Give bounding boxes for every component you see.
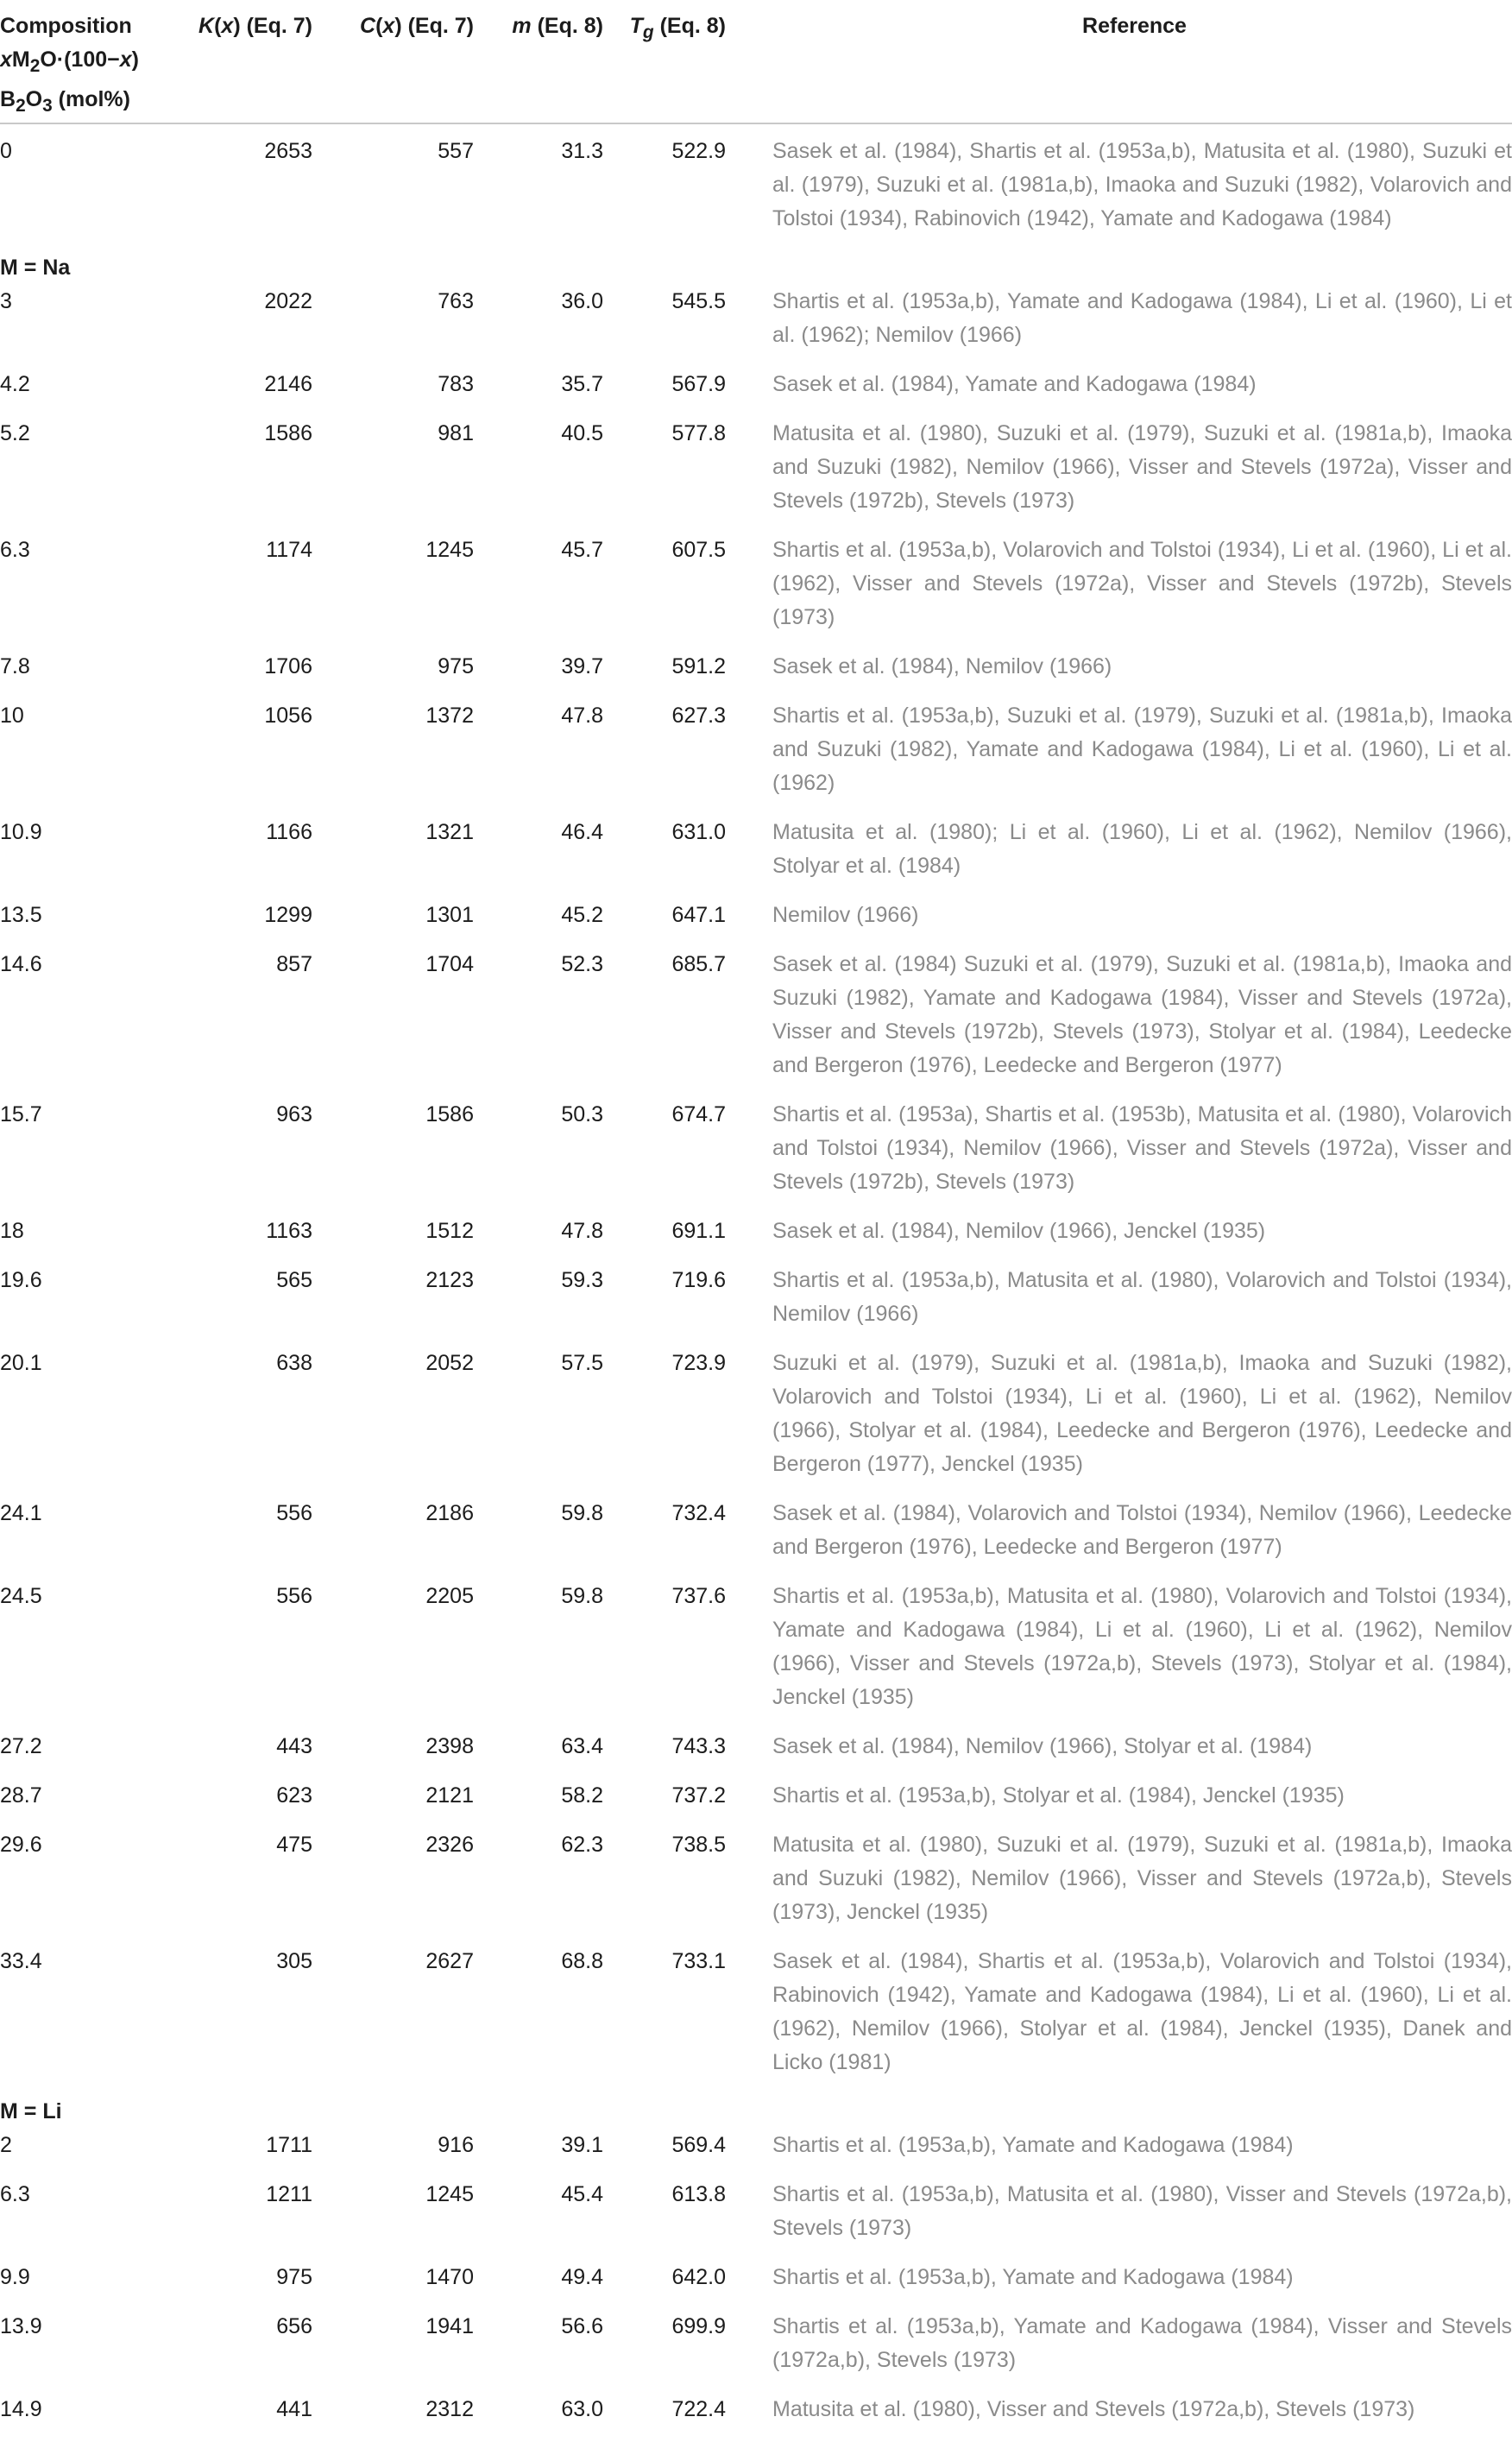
cell-c: 1470 (425, 2265, 474, 2289)
cell-m: 40.5 (561, 421, 603, 445)
header-composition-o-sub: 3 (42, 96, 53, 116)
table-row (0, 1779, 1512, 1828)
cell-c: 2312 (425, 2397, 474, 2421)
cell-tg: 743.3 (671, 1734, 726, 1758)
header-reference: Reference (731, 0, 1512, 123)
table-row (0, 368, 1512, 417)
cell-reference: Matusita et al. (1980); Li et al. (1960), Li et al. (1962), Nemilov (1966), Stolyar et al. (1984) (772, 820, 1512, 878)
cell-k: 441 (276, 2397, 312, 2421)
header-c-symbol: C (360, 14, 376, 38)
cell-reference: Shartis et al. (1953a,b), Matusita et al. (1980), Volarovich and Tolstoi (1934), Yamate and Kadogawa (1984), Li et al. (1960), Li et al. (1962), Nemilov (1966), Visser and Stevels (1972a,b), Stevels (1973), Stolyar et al. (1984), Jenckel (1935) (772, 1584, 1512, 1709)
header-composition-paren: ) (131, 47, 139, 72)
cell-reference: Sasek et al. (1984), Nemilov (1966), Stolyar et al. (1984) (772, 1734, 1313, 1758)
cell-tg: 738.5 (671, 1833, 726, 1857)
cell-tg: 674.7 (671, 1102, 726, 1126)
cell-composition: 7.8 (0, 654, 30, 678)
cell-composition: 19.6 (0, 1268, 42, 1292)
group-row (0, 2095, 1512, 2129)
cell-tg: 722.4 (671, 2397, 726, 2421)
cell-k: 443 (276, 1734, 312, 1758)
cell-c: 2205 (425, 1584, 474, 1608)
cell-reference: Sasek et al. (1984), Volarovich and Tolstoi (1934), Nemilov (1966), Leedecke and Bergeron (1976), Leedecke and Bergeron (1977) (772, 1501, 1512, 1559)
cell-composition: 6.3 (0, 2182, 30, 2206)
table-row (0, 285, 1512, 368)
cell-c: 2398 (425, 1734, 474, 1758)
cell-k: 1174 (266, 538, 312, 562)
cell-reference: Nemilov (1966) (772, 903, 919, 927)
cell-k: 556 (276, 1584, 312, 1608)
cell-c: 2186 (425, 1501, 474, 1525)
header-composition (0, 0, 169, 123)
cell-c: 2627 (425, 1949, 474, 1973)
cell-composition: 28.7 (0, 1783, 42, 1808)
cell-k: 2146 (264, 372, 312, 396)
header-m-eq: (Eq. 8) (531, 14, 603, 38)
cell-reference: Matusita et al. (1980), Visser and Stevels (1972a,b), Stevels (1973) (772, 2397, 1415, 2421)
header-composition-m: M (11, 47, 30, 72)
cell-reference: Sasek et al. (1984), Shartis et al. (1953a,b), Volarovich and Tolstoi (1934), Rabinovich (1942), Yamate and Kadogawa (1984), Li et al. (1960), Li et al. (1962), Nemilov (1966), Stolyar et al. (1984), Jenckel (1935), Danek and Licko (1981) (772, 1949, 1512, 2074)
cell-k: 1166 (266, 820, 312, 844)
cell-tg: 691.1 (671, 1219, 726, 1243)
cell-m: 47.8 (561, 704, 603, 728)
cell-m: 36.0 (561, 289, 603, 313)
table-row (0, 1580, 1512, 1730)
cell-c: 2121 (425, 1783, 474, 1808)
cell-k: 638 (276, 1351, 312, 1375)
cell-m: 62.3 (561, 1833, 603, 1857)
cell-k: 1163 (266, 1219, 312, 1243)
cell-tg: 613.8 (671, 2182, 726, 2206)
cell-reference: Shartis et al. (1953a,b), Stolyar et al. (1984), Jenckel (1935) (772, 1783, 1345, 1808)
cell-k: 2022 (264, 289, 312, 313)
cell-k: 857 (276, 952, 312, 976)
cell-m: 47.8 (561, 1219, 603, 1243)
header-tg-sub: g (642, 22, 654, 42)
cell-composition: 20.1 (0, 1351, 42, 1375)
cell-reference: Shartis et al. (1953a,b), Yamate and Kadogawa (1984) (772, 2265, 1294, 2289)
cell-composition: 14.6 (0, 952, 42, 976)
cell-reference: Sasek et al. (1984), Yamate and Kadogawa (1984) (772, 372, 1257, 396)
cell-m: 58.2 (561, 1783, 603, 1808)
cell-m: 59.8 (561, 1584, 603, 1608)
cell-m: 63.4 (561, 1734, 603, 1758)
cell-k: 1706 (264, 654, 312, 678)
cell-m: 31.3 (561, 139, 603, 163)
cell-composition: 2 (0, 2133, 12, 2157)
cell-composition: 14.9 (0, 2397, 42, 2421)
cell-k: 2653 (264, 139, 312, 163)
cell-k: 1211 (266, 2182, 312, 2206)
cell-composition: 13.5 (0, 903, 42, 927)
cell-tg: 719.6 (671, 1268, 726, 1292)
cell-reference: Matusita et al. (1980), Suzuki et al. (1979), Suzuki et al. (1981a,b), Imaoka and Suzuki (1982), Nemilov (1966), Visser and Stevels (1972a,b), Stevels (1973), Jenckel (1935) (772, 1833, 1512, 1924)
cell-reference: Shartis et al. (1953a), Shartis et al. (1953b), Matusita et al. (1980), Volarovich and Tolstoi (1934), Nemilov (1966), Visser and Stevels (1972a), Visser and Stevels (1972b), Stevels (1973) (772, 1102, 1512, 1194)
cell-tg: 723.9 (671, 1351, 726, 1375)
header-tg-symbol: T (629, 14, 643, 38)
cell-m: 57.5 (561, 1351, 603, 1375)
cell-tg: 591.2 (671, 654, 726, 678)
cell-c: 763 (438, 289, 474, 313)
cell-c: 2052 (425, 1351, 474, 1375)
header-m-symbol: m (512, 14, 532, 38)
header-tg-eq: (Eq. 8) (653, 14, 726, 38)
cell-c: 975 (438, 654, 474, 678)
header-k-symbol: K (198, 14, 215, 38)
cell-composition: 3 (0, 289, 12, 313)
cell-composition: 10 (0, 704, 24, 728)
header-k: K(x) (Eq. 7) (169, 0, 318, 123)
cell-m: 45.2 (561, 903, 603, 927)
cell-tg: 732.4 (671, 1501, 726, 1525)
cell-tg: 522.9 (671, 139, 726, 163)
table-row (0, 1945, 1512, 2095)
table-row (0, 2178, 1512, 2261)
header-m (479, 0, 608, 123)
table-row (0, 1264, 1512, 1347)
cell-c: 1245 (425, 2182, 474, 2206)
table-row (0, 2393, 1512, 2442)
cell-reference: Shartis et al. (1953a,b), Yamate and Kadogawa (1984), Visser and Stevels (1972a,b), Stevels (1973) (772, 2314, 1512, 2372)
header-composition-rest: O·(100− (40, 47, 120, 72)
cell-k: 565 (276, 1268, 312, 1292)
cell-k: 1299 (264, 903, 312, 927)
table-row (0, 948, 1512, 1098)
table-row (0, 1730, 1512, 1779)
cell-reference: Shartis et al. (1953a,b), Yamate and Kadogawa (1984), Li et al. (1960), Li et al. (1962); Nemilov (1966) (772, 289, 1512, 347)
cell-c: 783 (438, 372, 474, 396)
table-row (0, 2310, 1512, 2393)
table-body (0, 123, 1512, 2442)
cell-tg: 545.5 (671, 289, 726, 313)
cell-k: 975 (276, 2265, 312, 2289)
cell-reference: Sasek et al. (1984), Nemilov (1966) (772, 654, 1112, 678)
cell-c: 1512 (425, 1219, 474, 1243)
cell-composition: 27.2 (0, 1734, 42, 1758)
cell-c: 1941 (425, 2314, 474, 2338)
cell-m: 46.4 (561, 820, 603, 844)
header-composition-b: B (0, 87, 16, 111)
cell-composition: 33.4 (0, 1949, 42, 1973)
cell-c: 1372 (425, 704, 474, 728)
cell-c: 981 (438, 421, 474, 445)
cell-m: 50.3 (561, 1102, 603, 1126)
cell-composition: 10.9 (0, 820, 42, 844)
cell-m: 39.7 (561, 654, 603, 678)
cell-m: 35.7 (561, 372, 603, 396)
header-k-arg: x (221, 14, 234, 38)
cell-m: 39.1 (561, 2133, 603, 2157)
table-row (0, 1215, 1512, 1264)
table-row (0, 417, 1512, 533)
header-composition-x2: x (119, 47, 132, 72)
cell-composition: 0 (0, 139, 12, 163)
cell-c: 2326 (425, 1833, 474, 1857)
table-row (0, 1098, 1512, 1215)
cell-composition: 4.2 (0, 372, 30, 396)
cell-tg: 569.4 (671, 2133, 726, 2157)
cell-k: 475 (276, 1833, 312, 1857)
cell-k: 1056 (264, 704, 312, 728)
cell-tg: 631.0 (671, 820, 726, 844)
table-row (0, 1828, 1512, 1945)
cell-reference: Sasek et al. (1984), Nemilov (1966), Jenckel (1935) (772, 1219, 1266, 1243)
cell-composition: 9.9 (0, 2265, 30, 2289)
cell-k: 1711 (266, 2133, 312, 2157)
header-c-eq: (Eq. 7) (401, 14, 474, 38)
header-spacer (0, 123, 1512, 135)
cell-m: 59.8 (561, 1501, 603, 1525)
header-c: C(x) (Eq. 7) (318, 0, 479, 123)
cell-c: 1704 (425, 952, 474, 976)
table-row (0, 899, 1512, 948)
header-composition-sub: 2 (29, 56, 41, 76)
header-c-arg: x (382, 14, 395, 38)
header-tg (608, 0, 731, 123)
cell-c: 1301 (425, 903, 474, 927)
cell-k: 305 (276, 1949, 312, 1973)
cell-composition: 13.9 (0, 2314, 42, 2338)
cell-reference: Shartis et al. (1953a,b), Matusita et al. (1980), Volarovich and Tolstoi (1934), Nemilov (1966) (772, 1268, 1512, 1326)
cell-tg: 737.6 (671, 1584, 726, 1608)
cell-c: 1586 (425, 1102, 474, 1126)
table-row (0, 650, 1512, 699)
header-composition-unit: (mol%) (52, 87, 130, 111)
cell-c: 1245 (425, 538, 474, 562)
table-row (0, 699, 1512, 816)
cell-composition: 5.2 (0, 421, 30, 445)
cell-reference: Shartis et al. (1953a,b), Suzuki et al. (1979), Suzuki et al. (1981a,b), Imaoka and Suzuki (1982), Yamate and Kadogawa (1984), Li et al. (1960), Li et al. (1962) (772, 704, 1512, 795)
cell-tg: 642.0 (671, 2265, 726, 2289)
cell-k: 963 (276, 1102, 312, 1126)
cell-c: 1321 (425, 820, 474, 844)
cell-tg: 577.8 (671, 421, 726, 445)
cell-k: 1586 (264, 421, 312, 445)
cell-m: 68.8 (561, 1949, 603, 1973)
cell-reference: Shartis et al. (1953a,b), Matusita et al. (1980), Visser and Stevels (1972a,b), Stevels (1973) (772, 2182, 1512, 2240)
cell-k: 623 (276, 1783, 312, 1808)
cell-k: 656 (276, 2314, 312, 2338)
cell-c: 916 (438, 2133, 474, 2157)
header-composition-x: x (0, 47, 12, 72)
cell-tg: 607.5 (671, 538, 726, 562)
cell-tg: 647.1 (671, 903, 726, 927)
cell-m: 45.7 (561, 538, 603, 562)
cell-c: 2123 (425, 1268, 474, 1292)
cell-tg: 685.7 (671, 952, 726, 976)
table-row (0, 816, 1512, 899)
table-row (0, 135, 1512, 251)
cell-composition: 6.3 (0, 538, 30, 562)
table-header (0, 0, 1512, 123)
cell-reference: Suzuki et al. (1979), Suzuki et al. (1981a,b), Imaoka and Suzuki (1982), Volarovich and Tolstoi (1934), Li et al. (1960), Li et al. (1962), Nemilov (1966), Stolyar et al. (1984), Leedecke and Bergeron (1976), Leedecke and Bergeron (1977), Jenckel (1935) (772, 1351, 1512, 1476)
header-composition-b-sub: 2 (16, 96, 26, 116)
cell-m: 56.6 (561, 2314, 603, 2338)
header-k-eq: (Eq. 7) (240, 14, 312, 38)
cell-m: 52.3 (561, 952, 603, 976)
cell-m: 63.0 (561, 2397, 603, 2421)
cell-reference: Sasek et al. (1984), Shartis et al. (1953a,b), Matusita et al. (1980), Suzuki et al. (1979), Suzuki et al. (1981a,b), Imaoka and Suzuki (1982), Volarovich and Tolstoi (1934), Rabinovich (1942), Yamate and Kadogawa (1984) (772, 139, 1512, 230)
cell-tg: 627.3 (671, 704, 726, 728)
cell-reference: Shartis et al. (1953a,b), Volarovich and Tolstoi (1934), Li et al. (1960), Li et al. (1962), Visser and Stevels (1972a), Visser and Stevels (1972b), Stevels (1973) (772, 538, 1512, 629)
group-row (0, 251, 1512, 285)
cell-tg: 699.9 (671, 2314, 726, 2338)
cell-k: 556 (276, 1501, 312, 1525)
table-row (0, 2129, 1512, 2178)
cell-reference: Shartis et al. (1953a,b), Yamate and Kadogawa (1984) (772, 2133, 1294, 2157)
cell-tg: 733.1 (671, 1949, 726, 1973)
table-row (0, 1347, 1512, 1497)
group-label: M = Na (0, 256, 71, 280)
cell-reference: Sasek et al. (1984) Suzuki et al. (1979), Suzuki et al. (1981a,b), Imaoka and Suzuki (1982), Yamate and Kadogawa (1984), Visser and Stevels (1972a), Visser and Stevels (1972b), Stevels (1973), Stolyar et al. (1984), Leedecke and Bergeron (1976), Leedecke and Bergeron (1977) (772, 952, 1512, 1077)
cell-m: 59.3 (561, 1268, 603, 1292)
cell-reference: Matusita et al. (1980), Suzuki et al. (1979), Suzuki et al. (1981a,b), Imaoka and Suzuki (1982), Nemilov (1966), Visser and Stevels (1972a), Visser and Stevels (1972b), Stevels (1973) (772, 421, 1512, 513)
group-label: M = Li (0, 2099, 62, 2123)
cell-c: 557 (438, 139, 474, 163)
cell-composition: 24.5 (0, 1584, 42, 1608)
cell-composition: 18 (0, 1219, 24, 1243)
cell-tg: 737.2 (671, 1783, 726, 1808)
header-composition-line1: Composition (0, 14, 132, 38)
table-row (0, 1497, 1512, 1580)
header-composition-o: O (25, 87, 43, 111)
cell-composition: 15.7 (0, 1102, 42, 1126)
cell-m: 45.4 (561, 2182, 603, 2206)
table-row (0, 2261, 1512, 2310)
cell-composition: 29.6 (0, 1833, 42, 1857)
cell-composition: 24.1 (0, 1501, 42, 1525)
table-row (0, 533, 1512, 650)
cell-tg: 567.9 (671, 372, 726, 396)
cell-m: 49.4 (561, 2265, 603, 2289)
